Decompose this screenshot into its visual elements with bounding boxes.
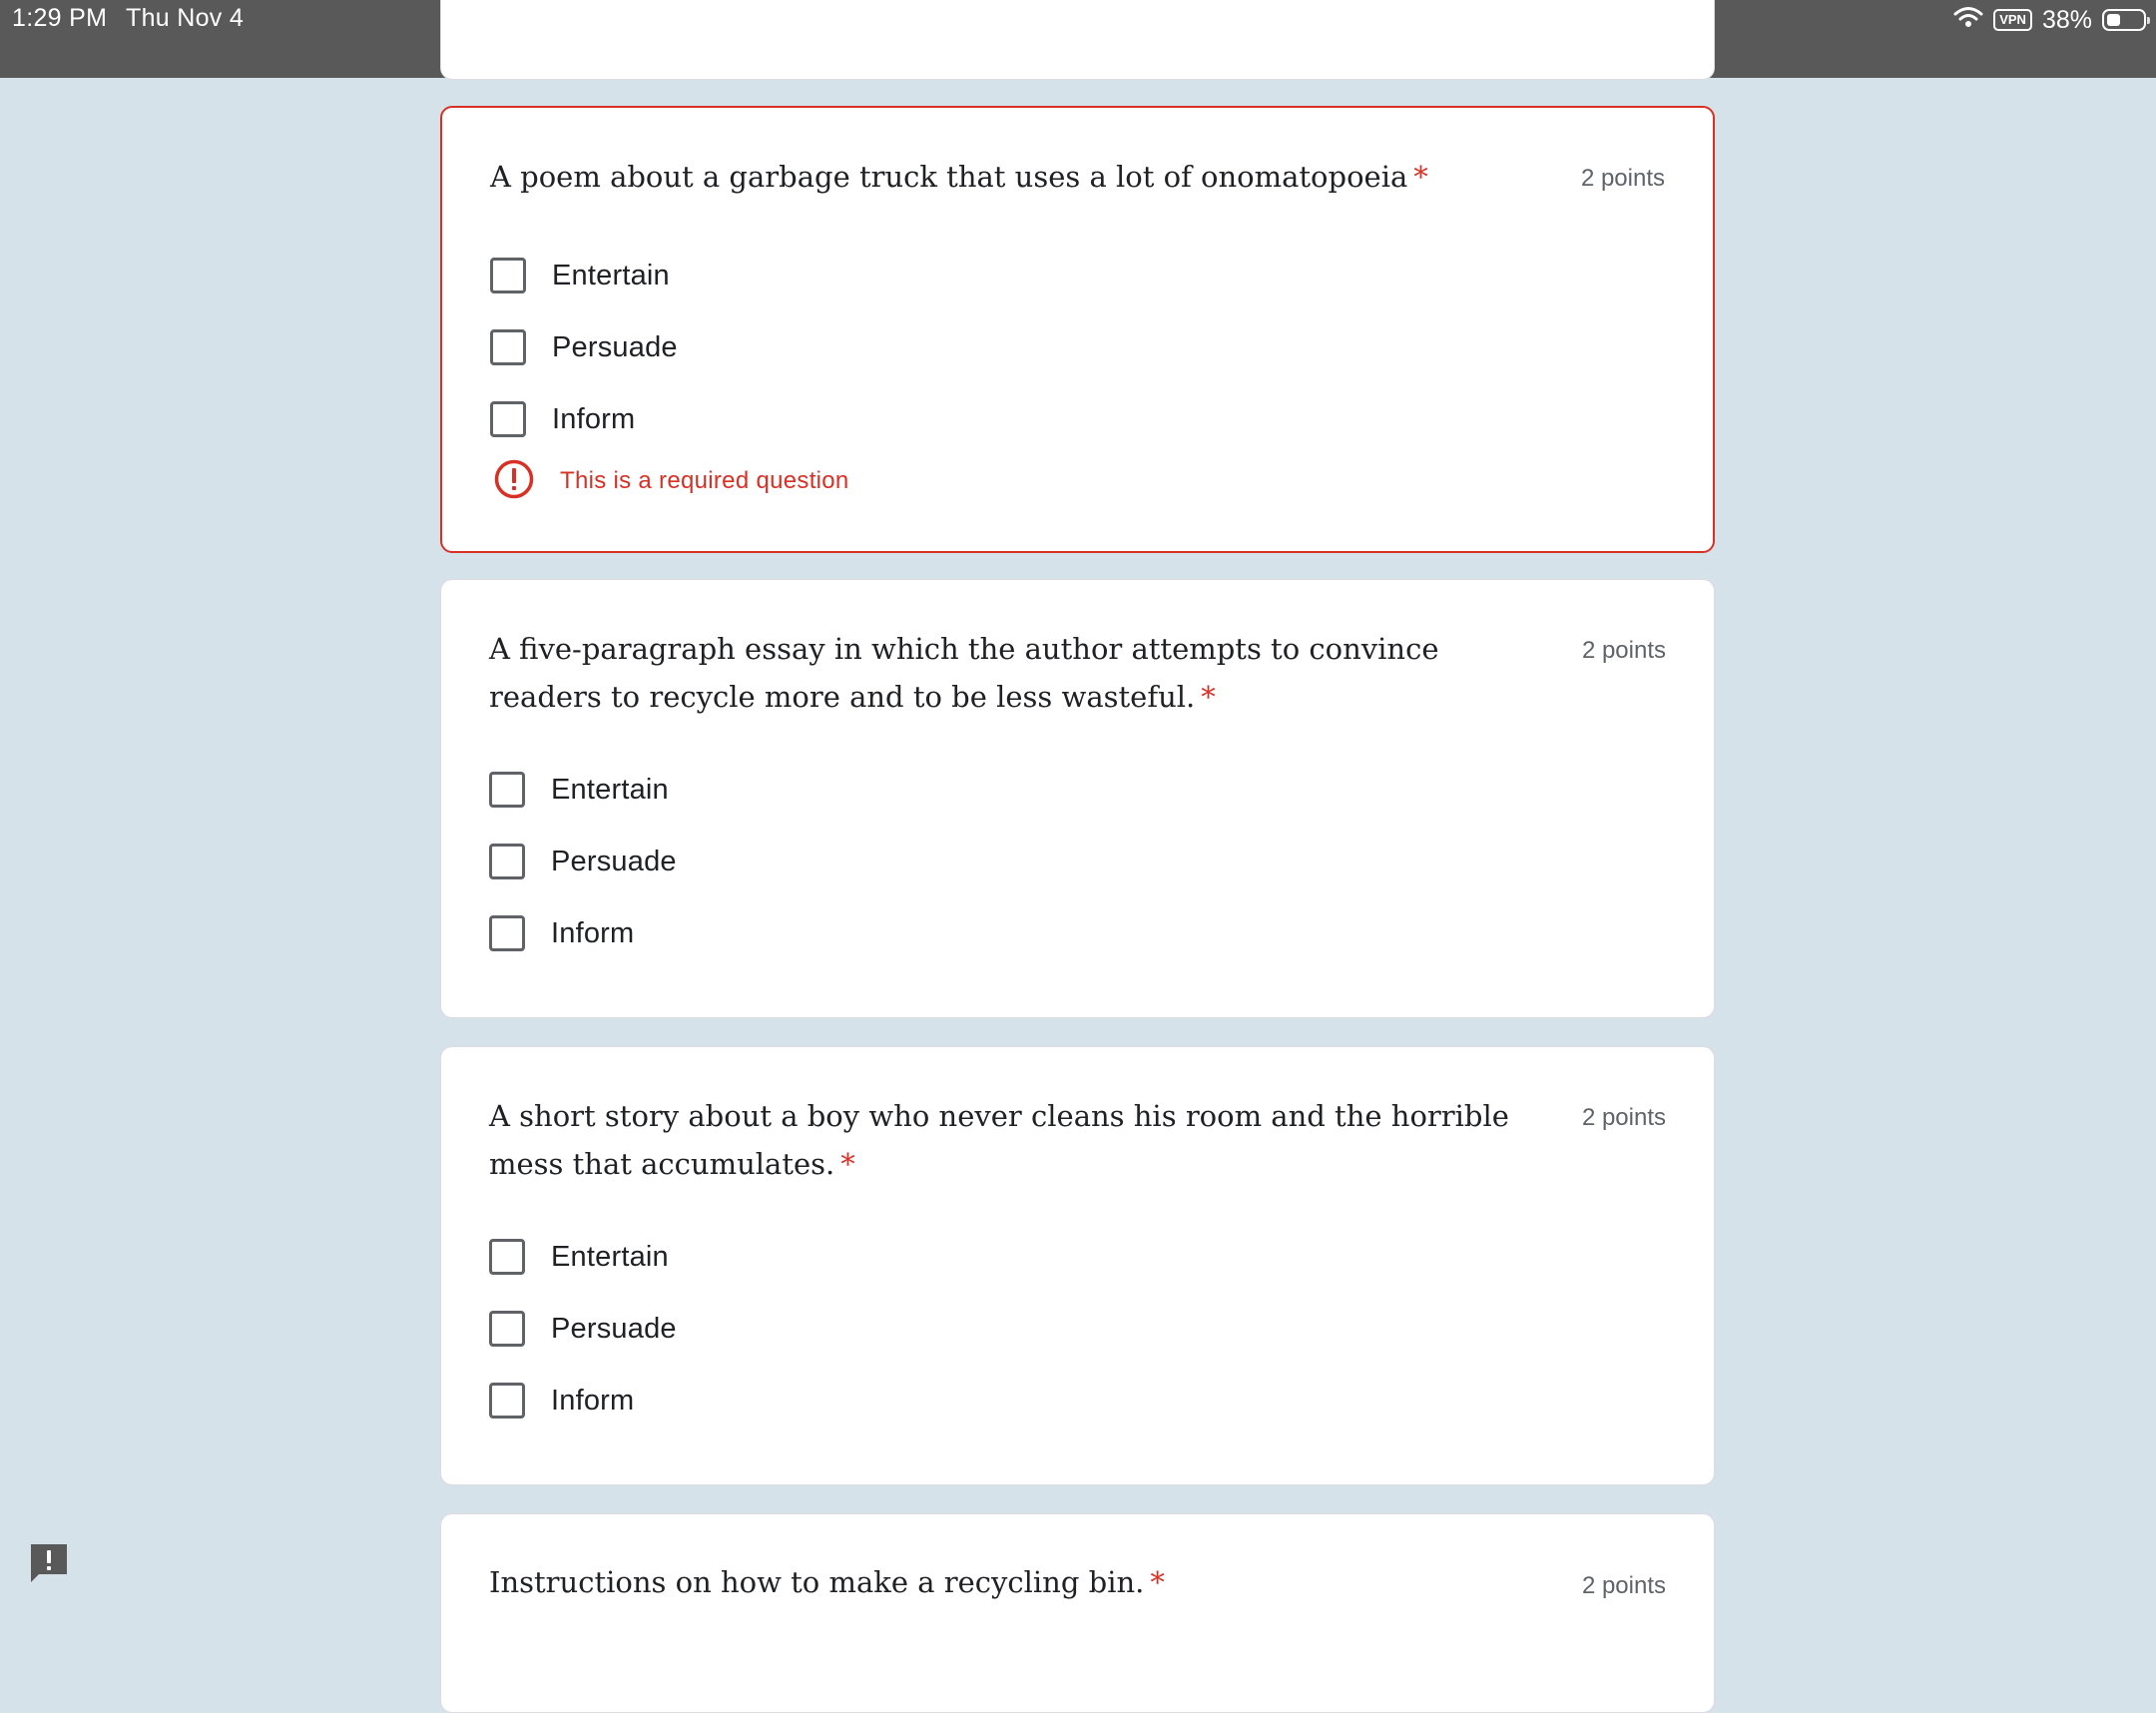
required-asterisk: * <box>1201 680 1216 714</box>
previous-question-card <box>440 0 1715 80</box>
question-title: A five-paragraph essay in which the author attempts to convince readers to recycle more and to be less wasteful. * <box>489 632 1439 714</box>
checkbox[interactable] <box>489 915 525 951</box>
option-inform[interactable] <box>489 913 634 953</box>
option-label: Inform <box>552 402 636 435</box>
question-points: 2 points <box>1581 637 1666 664</box>
question-title: A short story about a boy who never cleans his room and the horrible mess that accumulates. * <box>489 1099 1509 1181</box>
question-points: 2 points <box>1581 1104 1666 1131</box>
option-entertain[interactable] <box>490 256 670 295</box>
question-card <box>440 1513 1715 1713</box>
option-label: Entertain <box>551 773 669 806</box>
question-card <box>440 579 1715 1018</box>
question-title: Instructions on how to make a recycling bin. * <box>489 1565 1165 1599</box>
option-label: Entertain <box>551 1240 669 1273</box>
option-persuade[interactable] <box>489 842 677 881</box>
date: Thu Nov 4 <box>126 4 245 32</box>
required-asterisk: * <box>1150 1565 1165 1599</box>
battery-percent: 38% <box>2041 5 2092 34</box>
required-asterisk: * <box>1413 160 1428 194</box>
option-inform[interactable] <box>490 399 635 439</box>
battery-fill <box>2107 14 2120 26</box>
option-entertain[interactable] <box>489 1237 669 1277</box>
battery-nub <box>2147 17 2150 24</box>
option-label: Inform <box>551 916 635 949</box>
feedback-icon[interactable] <box>28 1541 70 1583</box>
checkbox[interactable] <box>490 258 526 293</box>
option-inform[interactable] <box>489 1381 634 1421</box>
question-card <box>440 106 1715 553</box>
checkbox[interactable] <box>489 1383 525 1419</box>
clock: 1:29 PM <box>12 4 108 32</box>
question-points: 2 points <box>1580 165 1665 192</box>
question-title: A poem about a garbage truck that uses a lot of onomatopoeia * <box>490 160 1428 194</box>
option-label: Persuade <box>551 1312 677 1345</box>
option-label: Persuade <box>552 330 678 363</box>
option-label: Entertain <box>552 259 670 291</box>
question-card <box>440 1046 1715 1485</box>
checkbox[interactable] <box>490 329 526 365</box>
option-label: Inform <box>551 1384 635 1417</box>
required-error <box>494 461 849 501</box>
option-persuade[interactable] <box>489 1309 677 1349</box>
option-entertain[interactable] <box>489 770 669 810</box>
checkbox[interactable] <box>489 772 525 808</box>
checkbox[interactable] <box>489 844 525 879</box>
option-persuade[interactable] <box>490 327 678 367</box>
vpn-badge: VPN <box>1993 9 2032 31</box>
error-icon <box>494 459 534 504</box>
required-asterisk: * <box>840 1147 855 1181</box>
checkbox[interactable] <box>489 1239 525 1275</box>
question-points: 2 points <box>1581 1572 1666 1599</box>
checkbox[interactable] <box>490 401 526 437</box>
wifi-icon <box>1953 6 1983 35</box>
checkbox[interactable] <box>489 1311 525 1347</box>
error-message: This is a required question <box>560 467 849 494</box>
option-label: Persuade <box>551 845 677 877</box>
battery-icon <box>2102 9 2146 31</box>
